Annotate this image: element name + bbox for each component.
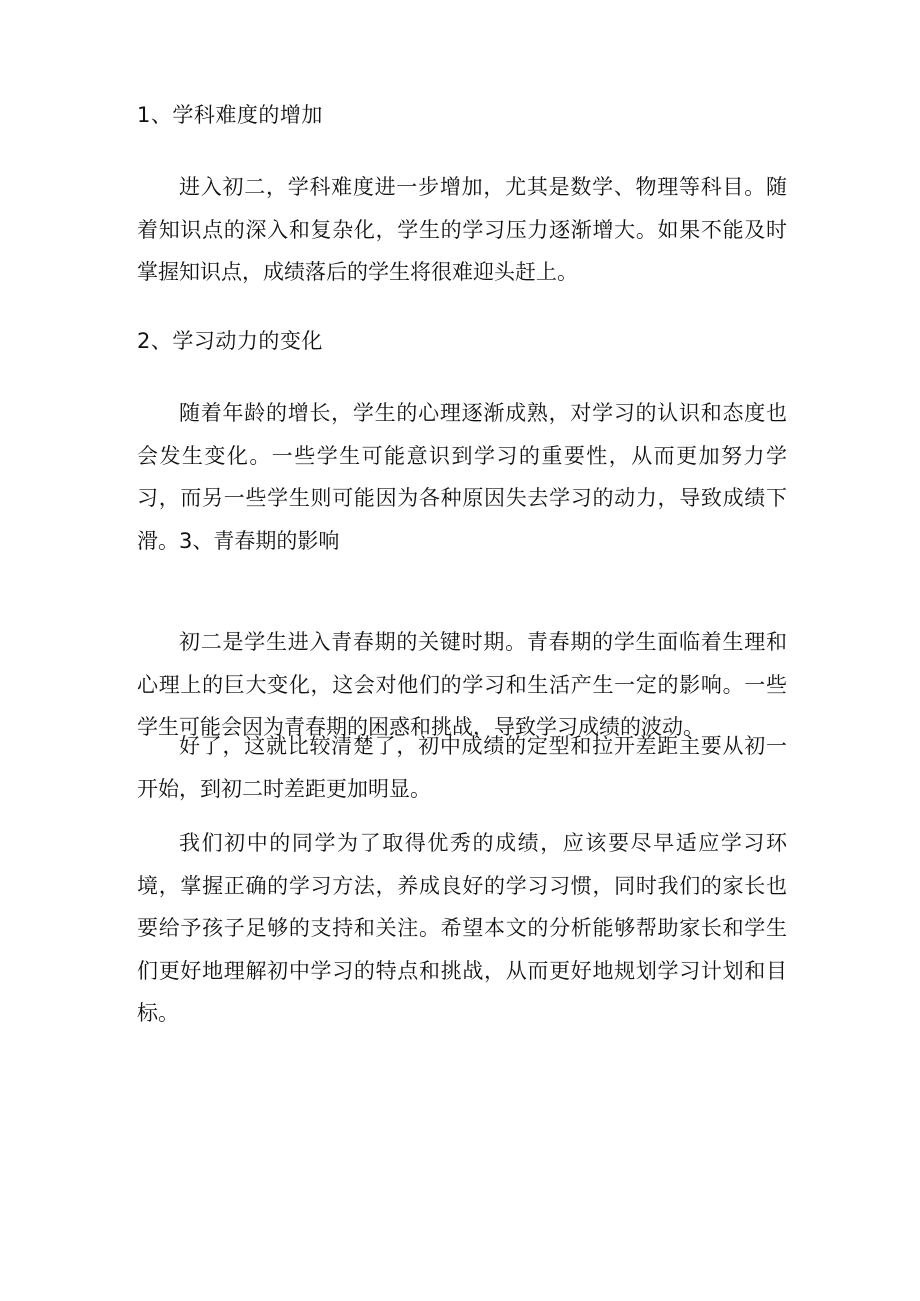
paragraph-subject-difficulty: 进入初二，学科难度进一步增加，尤其是数学、物理等科目。随着知识点的深入和复杂化，学生的学习压力逐渐增大。如果不能及时掌握知识点，成绩落后的学生将很难迎头赶上。 bbox=[137, 175, 787, 284]
paragraph-advice: 我们初中的同学为了取得优秀的成绩，应该要尽早适应学习环境，掌握正确的学习方法，养成良好的学习习惯，同时我们的家长也要给予孩子足够的支持和关注。希望本文的分析能够帮助家长和学生们更好地理解初中学习的特点和挑战，从而更好地规划学习计划和目标。 bbox=[137, 831, 787, 1025]
paragraph-conclusion: 好了，这就比较清楚了，初中成绩的定型和拉开差距主要从初一开始，到初二时差距更加明显。 bbox=[137, 734, 787, 801]
paragraph-learning-motivation: 随着年龄的增长，学生的心理逐渐成熟，对学习的认识和态度也会发生变化。一些学生可能意识到学习的重要性，从而更加努力学习，而另一些学生则可能因为各种原因失去学习的动力，导致成绩下滑。3、青春期的影响 bbox=[137, 401, 787, 553]
paragraph-adolescence: 初二是学生进入青春期的关键时期。青春期的学生面临着生理和心理上的巨大变化，这会对他们的学习和生活产生一定的影响。一些学生可能会因为青春期的困惑和挑战，导致学习成绩的波动。 bbox=[137, 630, 787, 739]
section-heading-subject-difficulty: 1、学科难度的增加 bbox=[137, 103, 323, 127]
section-heading-learning-motivation: 2、学习动力的变化 bbox=[137, 329, 323, 353]
